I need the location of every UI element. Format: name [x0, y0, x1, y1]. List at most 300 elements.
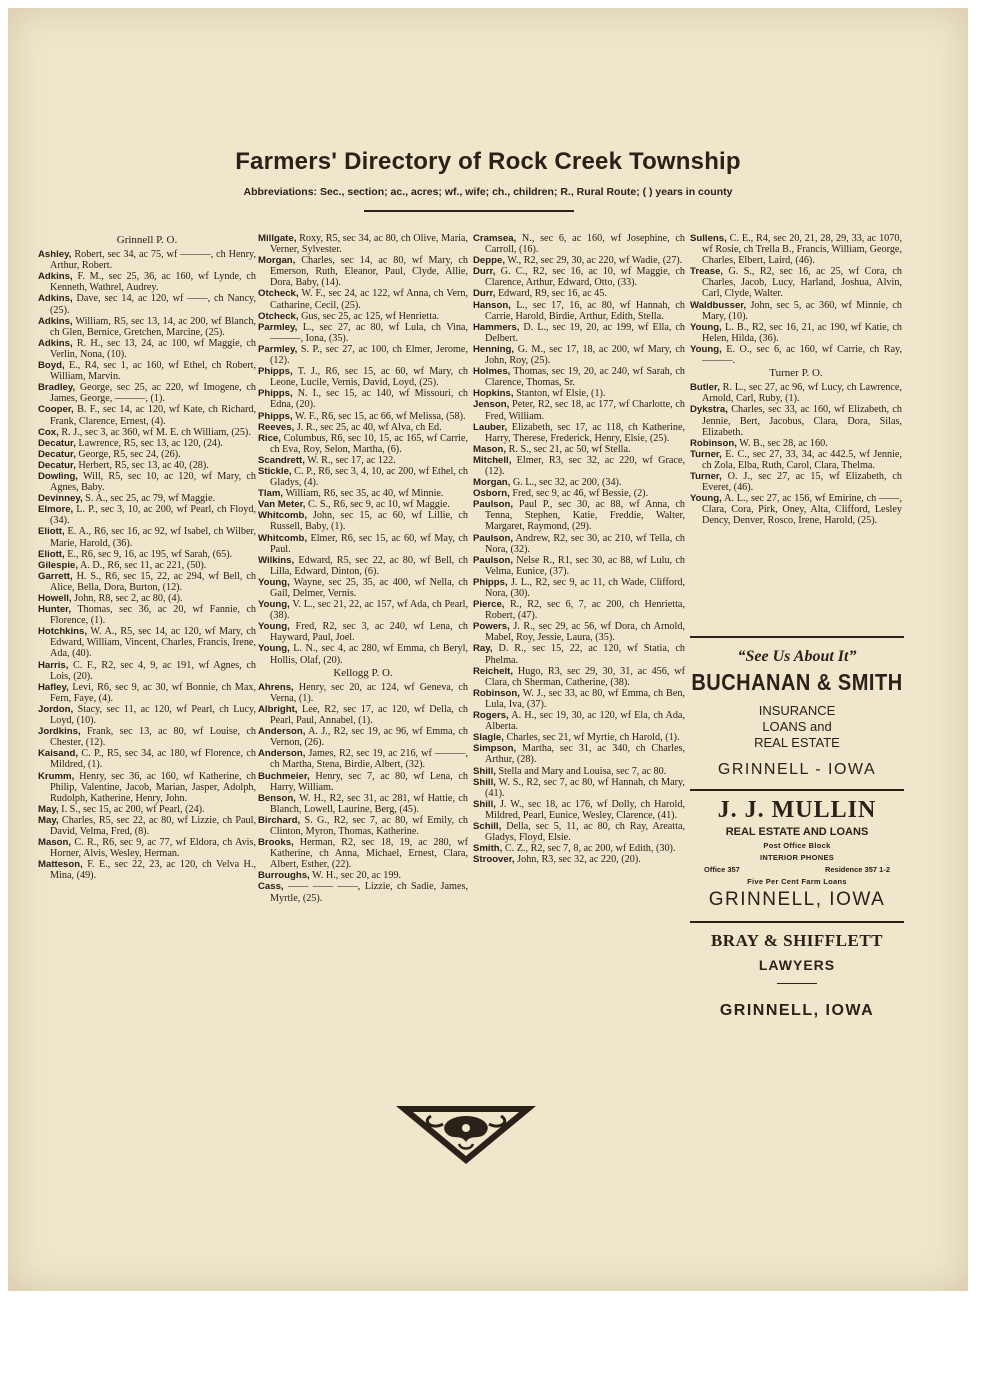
entry-surname: Decatur,	[38, 448, 76, 460]
entry-list	[473, 233, 685, 865]
directory-entry	[38, 360, 256, 382]
entry-details: Fred, R2, sec 3, ac 240, wf Lena, ch Hayward, Paul, Joel.	[270, 621, 468, 644]
entry-surname: Boyd,	[38, 360, 65, 372]
entry-surname: Hopkins,	[473, 388, 514, 400]
title-rule	[364, 210, 574, 212]
entry-details: G. M., sec 17, 18, ac 200, wf Mary, ch John, Roy, (25).	[485, 343, 685, 367]
entry-surname: Jordon,	[38, 703, 74, 715]
directory-entry	[473, 766, 685, 777]
entry-surname: Van Meter,	[258, 499, 306, 511]
entry-surname: Parmley,	[258, 343, 298, 355]
entry-details: Fred, sec 9, ac 46, wf Bessie, (2).	[512, 488, 649, 500]
entry-surname: Cramsea,	[473, 233, 517, 244]
entry-details: W. H., sec 20, ac 199.	[312, 870, 402, 882]
entry-details: A. J., R2, sec 19, ac 96, wf Emma, ch Vernon, (26).	[270, 726, 468, 749]
entry-details: W. J., sec 33, ac 80, wf Emma, ch Ben, Lula, Iva, (37).	[485, 687, 685, 710]
entry-surname: Robinson,	[690, 437, 737, 449]
directory-entry	[258, 726, 468, 748]
entry-details: Charles, sec 21, wf Myrtie, ch Harold, (1).	[506, 732, 680, 744]
entry-details: Elmer, R3, sec 32, ac 220, wf Grace, (12).	[485, 454, 685, 477]
directory-entry	[258, 533, 468, 555]
entry-surname: Adkins,	[38, 315, 73, 327]
directory-entry	[38, 338, 256, 360]
entry-surname: Rogers,	[473, 710, 509, 722]
entry-details: Della, sec 5, 11, ac 80, ch Ray, Areatta, Gladys, Floyd, Elsie.	[485, 820, 686, 844]
directory-entry	[258, 433, 468, 455]
entry-details: L., sec 27, ac 80, wf Lula, ch Vina, ———, Iona, (35).	[270, 321, 468, 344]
directory-entry	[473, 444, 685, 455]
directory-entry	[258, 870, 468, 881]
entry-surname: Tlam,	[258, 488, 284, 500]
entry-details: R. J., sec 3, ac 360, wf M. E. ch William, (25).	[61, 426, 251, 438]
directory-entry	[690, 471, 902, 493]
entry-surname: Ahrens,	[258, 681, 294, 693]
entry-details: Lee, R2, sec 17, ac 120, wf Della, ch Pearl, Paul, Annabel, (1).	[270, 703, 468, 727]
entry-details: Elizabeth, sec 17, ac 118, ch Katherine, Harry, Therese, Frederick, Henry, Elsie, (25).	[485, 421, 686, 444]
directory-entry	[473, 710, 685, 732]
entry-details: —— —— ——, Lizzie, ch Sadie, James, Myrtle, (25).	[270, 881, 468, 904]
entry-surname: Buchmeier,	[258, 770, 310, 782]
entry-details: Edward, R9, sec 16, ac 45.	[497, 288, 607, 300]
entry-surname: Ray,	[473, 643, 493, 655]
directory-entry	[473, 732, 685, 743]
entry-surname: Birchard,	[258, 814, 301, 826]
directory-entry	[473, 533, 685, 555]
entry-details: E., R6, sec 9, 16, ac 195, wf Sarah, (65).	[67, 548, 233, 560]
directory-entry	[258, 388, 468, 410]
directory-entry	[690, 233, 902, 266]
entry-details: I. S., sec 15, ac 200, wf Pearl, (24).	[61, 803, 205, 815]
directory-entry	[258, 682, 468, 704]
entry-details: Edward, R5, sec 22, ac 80, wf Bell, ch Lilla, Edward, Dinton, (6).	[270, 554, 469, 577]
directory-entry	[690, 266, 902, 299]
entry-details: A. D., R6, sec 11, ac 221, (50).	[79, 559, 207, 571]
entry-list	[38, 249, 256, 881]
entry-details: D. L., sec 19, 20, ac 199, wf Ella, ch Delbert.	[485, 321, 686, 344]
directory-entry	[258, 255, 468, 288]
entry-surname: Albright,	[258, 703, 298, 715]
entry-details: William, R6, sec 35, ac 40, wf Minnie.	[285, 488, 444, 500]
directory-entry	[690, 449, 902, 471]
entry-surname: Brooks,	[258, 837, 294, 849]
entry-surname: Benson,	[258, 792, 296, 804]
entry-details: John, R3, sec 32, ac 220, (20).	[517, 854, 641, 866]
entry-details: J. L., R2, sec 9, ac 11, ch Wade, Clifford, Nora, (30).	[485, 576, 685, 599]
directory-entry	[38, 726, 256, 748]
directory-entry	[258, 499, 468, 510]
directory-entry	[258, 815, 468, 837]
entry-details: Stella and Mary and Louisa, sec 7, ac 80.	[498, 765, 667, 777]
directory-entry	[258, 466, 468, 488]
directory-entry	[38, 249, 256, 271]
entry-details: Peter, R2, sec 18, ac 177, wf Charlotte, ch Fred, William.	[485, 399, 686, 422]
entry-surname: Hanson,	[473, 299, 511, 311]
entry-details: Andrew, R2, sec 30, ac 210, wf Tella, ch Nora, (32).	[485, 532, 686, 555]
directory-entry	[38, 604, 256, 626]
entry-surname: Otcheck,	[258, 310, 299, 322]
entry-surname: Pierce,	[473, 599, 505, 611]
entry-details: Nelse R., R1, sec 30, ac 88, wf Lulu, ch Velma, Eunice, (37).	[485, 554, 685, 577]
directory-entry	[38, 837, 256, 859]
directory-entry	[473, 854, 685, 865]
entry-surname: Bradley,	[38, 382, 76, 394]
entry-surname: Jordkins,	[38, 726, 81, 738]
entry-surname: Mitchell,	[473, 454, 512, 466]
directory-page	[8, 8, 968, 1291]
entry-surname: Turner,	[690, 448, 722, 460]
entry-surname: Adkins,	[38, 271, 73, 283]
directory-entry	[473, 233, 685, 255]
entry-details: R. H., sec 13, 24, ac 100, wf Maggie, ch Verlin, Nona, (10).	[50, 337, 256, 360]
ad-city-1: GRINNELL - IOWA	[717, 761, 877, 778]
directory-entry	[473, 577, 685, 599]
entry-details: Wayne, sec 25, 35, ac 400, wf Nella, ch Gail, Delmer, Vernis.	[270, 576, 468, 599]
entry-details: W. R., sec 17, ac 122.	[307, 454, 396, 466]
entry-surname: Cox,	[38, 426, 59, 438]
entry-surname: Dykstra,	[690, 404, 728, 416]
ad-mullin-phones-title: INTERIOR PHONES	[759, 853, 835, 862]
entry-surname: Stroover,	[473, 854, 515, 866]
directory-entry	[473, 477, 685, 488]
entry-surname: Wilkins,	[258, 554, 295, 566]
entry-surname: Cooper,	[38, 404, 74, 416]
entry-details: Herbert, R5, sec 13, ac 40, (28).	[78, 459, 209, 471]
entry-details: E. O., sec 6, ac 160, wf Carrie, ch Ray, ———.	[702, 343, 902, 367]
directory-entry	[38, 316, 256, 338]
directory-entry	[38, 493, 256, 504]
entry-surname: May,	[38, 814, 59, 826]
entry-details: C. F., R2, sec 4, 9, ac 191, wf Agnes, ch Lois, (20).	[50, 659, 256, 682]
entry-surname: Schill,	[473, 820, 502, 832]
entry-surname: Mason,	[38, 837, 72, 849]
directory-entry	[258, 288, 468, 310]
directory-entry	[473, 643, 685, 665]
entry-surname: Young,	[258, 621, 290, 633]
entry-surname: Butler,	[690, 382, 720, 394]
directory-entry	[38, 471, 256, 493]
entry-surname: Durr,	[473, 266, 496, 278]
entry-surname: Young,	[690, 343, 722, 355]
entry-surname: Kaisand,	[38, 748, 78, 760]
entry-surname: Shill,	[473, 776, 496, 788]
entry-details: Henry, sec 7, ac 80, wf Lena, ch Harry, William.	[270, 770, 468, 793]
entry-details: C. E., R4, sec 20, 21, 28, 29, 33, ac 1070, wf Rosie, ch Trella B., Francis, William, George, Charles, Elbert, Laird, (46).	[702, 233, 902, 267]
entry-details: Robert, sec 34, ac 75, wf ———, ch Henry, Arthur, Robert.	[50, 249, 256, 272]
entry-details: F. E., sec 22, 23, ac 120, ch Velva H., Mina, (49).	[50, 859, 257, 882]
directory-entry	[38, 771, 256, 804]
entry-details: John, R8, sec 2, ac 80, (4).	[74, 593, 183, 604]
entry-details: R., R2, sec 6, 7, ac 200, ch Henrietta, Robert, (47).	[485, 599, 685, 622]
directory-entry	[473, 621, 685, 643]
entry-details: N., sec 6, ac 160, wf Josephine, ch Carroll, (16).	[485, 233, 686, 256]
directory-entry	[473, 555, 685, 577]
entry-details: John, sec 5, ac 360, wf Minnie, ch Mary, (10).	[702, 299, 903, 322]
entry-details: R. L., sec 27, ac 96, wf Lucy, ch Lawrence, Arnold, Carl, Ruby, (1).	[702, 382, 903, 405]
entry-surname: Gilespie,	[38, 559, 78, 571]
entry-details: T. J., R6, sec 15, ac 60, wf Mary, ch Leone, Lucile, Vernis, David, Loyd, (25).	[270, 366, 469, 389]
entry-details: D. R., sec 15, 22, ac 120, wf Statia, ch Phelma.	[485, 643, 685, 666]
entry-details: W. F., R6, sec 15, ac 66, wf Melissa, (58).	[295, 410, 466, 422]
entry-details: Charles, R5, sec 22, ac 80, wf Lizzie, ch Paul, David, Velma, Fred, (8).	[50, 814, 256, 837]
directory-entry	[258, 748, 468, 770]
entry-surname: Turner,	[690, 470, 722, 482]
column-4	[690, 233, 902, 526]
entry-details: C. P., R5, sec 34, ac 180, wf Florence, ch Mildred, (1).	[50, 748, 256, 771]
entry-surname: Deppe,	[473, 255, 505, 267]
entry-details: W. A., R5, sec 14, ac 120, wf Mary, ch Edward, William, Vincent, Charles, Francis, Irene, Ada, (40).	[50, 626, 256, 660]
entry-details: W., R2, sec 29, 30, ac 220, wf Wadie, (27).	[507, 255, 683, 267]
entry-surname: Devinney,	[38, 493, 83, 505]
entry-surname: Howell,	[38, 593, 72, 604]
section-header-kellogg: Kellogg P. O.	[333, 666, 393, 679]
entry-surname: Osborn,	[473, 488, 510, 500]
entry-details: L. B., R2, sec 16, 21, ac 190, wf Katie, ch Helen, Hilda, (36).	[702, 321, 903, 344]
directory-entry	[690, 493, 902, 526]
directory-entry	[38, 571, 256, 593]
ad-service-real-estate: REAL ESTATE	[754, 735, 840, 750]
directory-entry	[690, 300, 902, 322]
entry-surname: Young,	[690, 493, 722, 505]
directory-entry	[258, 555, 468, 577]
entry-details: Roxy, R5, sec 34, ac 80, ch Olive, Maria, Verner, Sylvester.	[270, 233, 468, 256]
entry-surname: Rice,	[258, 432, 281, 444]
section-header-grinnell: Grinnell P. O.	[116, 234, 178, 246]
entry-details: W. F., sec 24, ac 122, wf Anna, ch Vern, Catharine, Cecil, (25).	[270, 288, 468, 311]
ad-farm-loans: Five Per Cent Farm Loans	[747, 877, 847, 886]
entry-surname: Smith,	[473, 843, 503, 855]
abbreviations-line: Abbreviations: Sec., section; ac., acres; wf., wife; ch., children; R., Rural Route; ( ) years in county	[243, 186, 733, 198]
directory-entry	[473, 843, 685, 854]
entry-details: John, sec 15, ac 60, wf Lillie, ch Russell, Baby, (1).	[270, 510, 469, 533]
directory-entry	[690, 404, 902, 437]
entry-details: Charles, sec 14, ac 80, wf Mary, ch Emerson, Ruth, Eleanor, Paul, Clyde, Allie, Dora, Baby, (14).	[270, 255, 468, 289]
entry-surname: Reeves,	[258, 421, 295, 433]
column-3	[473, 233, 685, 865]
entry-surname: Morgan,	[473, 477, 511, 489]
directory-entry	[258, 322, 468, 344]
column-1	[38, 233, 256, 881]
directory-entry	[258, 488, 468, 499]
directory-entry	[473, 455, 685, 477]
entry-surname: Morgan,	[258, 255, 296, 267]
directory-entry	[38, 859, 256, 881]
entry-surname: Scandrett,	[258, 454, 305, 466]
entry-surname: Young,	[258, 599, 290, 611]
entry-details: J. R., sec 25, ac 40, wf Alva, ch Ed.	[296, 421, 442, 433]
directory-entry	[258, 411, 468, 422]
entry-details: James, R2, sec 19, ac 216, wf ———, ch Martha, Stena, Birdie, Albert, (32).	[270, 748, 469, 771]
entry-details: J. W., sec 18, ac 176, wf Dolly, ch Harold, Mildred, Pearl, Eunice, Wesley, Clarence, (41).	[485, 798, 685, 821]
entry-surname: Parmley,	[258, 321, 298, 333]
entry-surname: Phipps,	[473, 576, 508, 588]
entry-surname: Henning,	[473, 343, 515, 355]
entry-details: Henry, sec 36, ac 160, wf Katherine, ch Philip, Valentine, Jacob, Marian, Jasper, Adolph, Rudolph, Katherine, Henry, John.	[50, 770, 256, 804]
directory-entry	[258, 366, 468, 388]
entry-surname: Robinson,	[473, 687, 520, 699]
ad-divider	[690, 789, 904, 791]
entry-details: William, R5, sec 13, 14, ac 200, wf Blanch, ch Glen, Bernice, Gretchen, Marcine, (25).	[50, 315, 256, 338]
directory-entry	[258, 643, 468, 665]
entry-surname: Waldbusser,	[690, 299, 747, 311]
directory-entry	[473, 399, 685, 421]
entry-surname: Hunter,	[38, 604, 72, 616]
entry-surname: Young,	[690, 321, 722, 333]
entry-list	[690, 233, 902, 366]
directory-entry	[473, 366, 685, 388]
entry-details: F. M., sec 25, 36, ac 160, wf Lynde, ch Kenneth, Wathrel, Audrey.	[50, 271, 256, 294]
entry-surname: Holmes,	[473, 366, 511, 378]
entry-surname: Anderson,	[258, 726, 306, 738]
entry-details: W. H., R2, sec 31, ac 281, wf Hattie, ch Blanch, Lowell, Laurine, Berg, (45).	[270, 792, 468, 815]
entry-surname: Powers,	[473, 621, 510, 633]
directory-entry	[38, 504, 256, 526]
directory-entry	[258, 599, 468, 621]
ad-office-phone: Office 357	[704, 865, 740, 874]
ad-city-3: GRINNELL, IOWA	[719, 1002, 875, 1019]
column-2	[258, 233, 468, 904]
entry-details: Columbus, R6, sec 10, 15, ac 165, wf Carrie, ch Eva, Roy, Selon, Martha, (6).	[270, 432, 468, 455]
directory-entry	[473, 777, 685, 799]
entry-surname: Paulson,	[473, 499, 513, 511]
entry-details: J. R., sec 29, ac 56, wf Dora, ch Arnold, Mabel, Roy, Jessie, Laura, (35).	[485, 621, 685, 644]
ad-residence-phone: Residence 357 1-2	[824, 865, 890, 874]
entry-details: R. S., sec 21, ac 50, wf Stella.	[508, 443, 631, 455]
ad-divider	[690, 921, 904, 923]
directory-entry	[473, 688, 685, 710]
directory-entry	[258, 793, 468, 815]
entry-surname: Ashley,	[38, 249, 72, 261]
directory-entry	[258, 422, 468, 433]
directory-entry	[38, 704, 256, 726]
entry-surname: Sullens,	[690, 233, 727, 244]
entry-details: S. G., R2, sec 7, ac 80, wf Emily, ch Clinton, Myron, Thomas, Katherine.	[270, 814, 468, 837]
directory-entry	[258, 311, 468, 322]
entry-surname: Otcheck,	[258, 288, 299, 300]
entry-surname: May,	[38, 803, 59, 815]
section-header-turner: Turner P. O.	[769, 367, 823, 380]
entry-details: Dave, sec 14, ac 120, wf ——, ch Nancy, (25).	[50, 293, 257, 316]
entry-surname: Millgate,	[258, 233, 297, 244]
entry-surname: Phipps,	[258, 410, 293, 422]
entry-details: E. A., R6, sec 16, ac 92, wf Isabel, ch Wilber, Marie, Harold, (36).	[50, 526, 257, 549]
entry-surname: Young,	[258, 576, 290, 588]
ad-short-rule	[777, 983, 817, 984]
directory-entry	[473, 266, 685, 288]
directory-entry	[473, 499, 685, 532]
directory-entry	[38, 404, 256, 426]
ad-firm-bray-shifflett: BRAY & SHIFFLETT	[710, 931, 884, 950]
directory-entry	[473, 255, 685, 266]
ad-lawyers: LAWYERS	[758, 957, 836, 973]
directory-entry	[258, 577, 468, 599]
entry-surname: Simpson,	[473, 743, 517, 755]
entry-surname: Decatur,	[38, 437, 76, 449]
directory-entry	[690, 322, 902, 344]
entry-list	[690, 382, 902, 526]
directory-entry	[258, 621, 468, 643]
directory-entry	[258, 510, 468, 532]
ad-firm-mullin: J. J. MULLIN	[717, 797, 877, 823]
directory-entry	[258, 881, 468, 903]
ad-divider	[690, 636, 904, 638]
directory-entry	[473, 288, 685, 299]
directory-entry	[38, 660, 256, 682]
ornament-icon	[391, 1098, 541, 1168]
ad-slogan: “See Us About It”	[737, 648, 857, 665]
entry-details: Charles, sec 33, ac 160, wf Elizabeth, ch Jennie, Bert, Jacobus, Clara, Dora, Silas, Elizabeth.	[702, 404, 902, 438]
entry-surname: Eliott,	[38, 548, 65, 560]
entry-details: Gus, sec 25, ac 125, wf Henrietta.	[301, 310, 440, 322]
entry-surname: Paulson,	[473, 554, 513, 566]
directory-entry	[473, 743, 685, 765]
entry-surname: Stickle,	[258, 465, 292, 477]
entry-details: G. L., sec 32, ac 200, (34).	[512, 477, 622, 489]
entry-details: A. L., sec 27, ac 156, wf Emirine, ch ——, Clara, Cora, Pirk, Oney, Alta, Clifford, Lesley Dency, Denver, Rosco, Irene, Harold, (25).	[702, 493, 902, 527]
directory-entry	[258, 837, 468, 870]
entry-details: L. N., sec 4, ac 280, wf Emma, ch Beryl, Hollis, Olaf, (20).	[270, 643, 468, 666]
directory-entry	[38, 748, 256, 770]
entry-details: Stanton, wf Elsie, (1).	[516, 388, 606, 400]
entry-details: George, R5, sec 24, (26).	[78, 448, 181, 460]
directory-entry	[38, 460, 256, 471]
entry-details: Herman, R2, sec 18, 19, ac 280, wf Katherine, ch Anna, Michael, Ernest, Clara, Albert, Esther, (22).	[270, 837, 468, 871]
directory-entry	[38, 560, 256, 571]
directory-entry	[258, 704, 468, 726]
directory-entry	[38, 804, 256, 815]
directory-entry	[473, 666, 685, 688]
directory-entry	[473, 422, 685, 444]
entry-surname: Paulson,	[473, 532, 513, 544]
entry-details: B. F., sec 14, ac 120, wf Kate, ch Richard, Frank, Clarence, Ernest, (4).	[50, 404, 256, 427]
ad-city-2: GRINNELL, IOWA	[708, 889, 886, 910]
directory-entry	[258, 233, 468, 255]
entry-details: Stacy, sec 11, ac 120, wf Pearl, ch Lucy, Loyd, (10).	[50, 703, 257, 727]
entry-details: Thomas, sec 19, 20, ac 240, wf Sarah, ch Clarence, Thomas, Sr.	[485, 366, 685, 389]
entry-details: V. L., sec 21, 22, ac 157, wf Ada, ch Pearl, (38).	[270, 599, 468, 622]
entry-details: Martha, sec 31, ac 340, ch Charles, Arthur, (28).	[485, 743, 685, 766]
entry-details: Henry, sec 20, ac 124, wf Geneva, ch Verna, (1).	[270, 681, 469, 704]
entry-details: O. J., sec 27, ac 15, wf Elizabeth, ch Everet, (46).	[702, 470, 902, 494]
entry-surname: Dowling,	[38, 470, 78, 482]
directory-entry	[38, 626, 256, 659]
entry-surname: Matteson,	[38, 859, 83, 871]
entry-surname: Whitcomb,	[258, 510, 308, 522]
entry-details: Elmer, R6, sec 15, ac 60, wf May, ch Paul.	[270, 532, 468, 555]
entry-surname: Anderson,	[258, 748, 306, 760]
entry-details: Levi, R6, sec 9, ac 30, wf Bonnie, ch Max, Fern, Faye, (4).	[50, 681, 256, 704]
entry-details: S. A., sec 25, ac 79, wf Maggie.	[85, 493, 216, 505]
directory-entry	[473, 388, 685, 399]
entry-list	[258, 682, 468, 904]
directory-entry	[690, 438, 902, 449]
entry-details: E., R4, sec 1, ac 160, wf Ethel, ch Robert, William, Marvin.	[50, 360, 256, 383]
directory-entry	[258, 455, 468, 466]
entry-details: Will, R5, sec 10, ac 120, wf Mary, ch Agnes, Baby.	[50, 470, 256, 494]
directory-entry	[38, 815, 256, 837]
directory-entry	[258, 344, 468, 366]
entry-details: G. S., R2, sec 16, ac 25, wf Cora, ch Charles, Jacob, Lucy, Harland, Joshua, Alvin, Carl, Clyde, Walter.	[702, 266, 902, 300]
entry-details: L. P., sec 3, 10, ac 200, wf Pearl, ch Floyd, (34).	[50, 504, 256, 527]
ad-mullin-block: Post Office Block	[763, 841, 831, 850]
entry-details: G. C., R2, sec 16, ac 10, wf Maggie, ch Clarence, Arthur, Edward, Otto, (33).	[485, 266, 686, 289]
directory-entry	[473, 300, 685, 322]
entry-details: C. Z., R2, sec 7, 8, ac 200, wf Edith, (30).	[504, 843, 676, 855]
entry-surname: Durr,	[473, 288, 496, 300]
entry-details: Thomas, sec 36, ac 20, wf Fannie, ch Florence, (1).	[50, 604, 256, 627]
entry-surname: Young,	[258, 643, 290, 655]
entry-surname: Elmore,	[38, 504, 74, 516]
entry-details: S. P., sec 27, ac 100, ch Elmer, Jerome, (12).	[270, 343, 468, 367]
